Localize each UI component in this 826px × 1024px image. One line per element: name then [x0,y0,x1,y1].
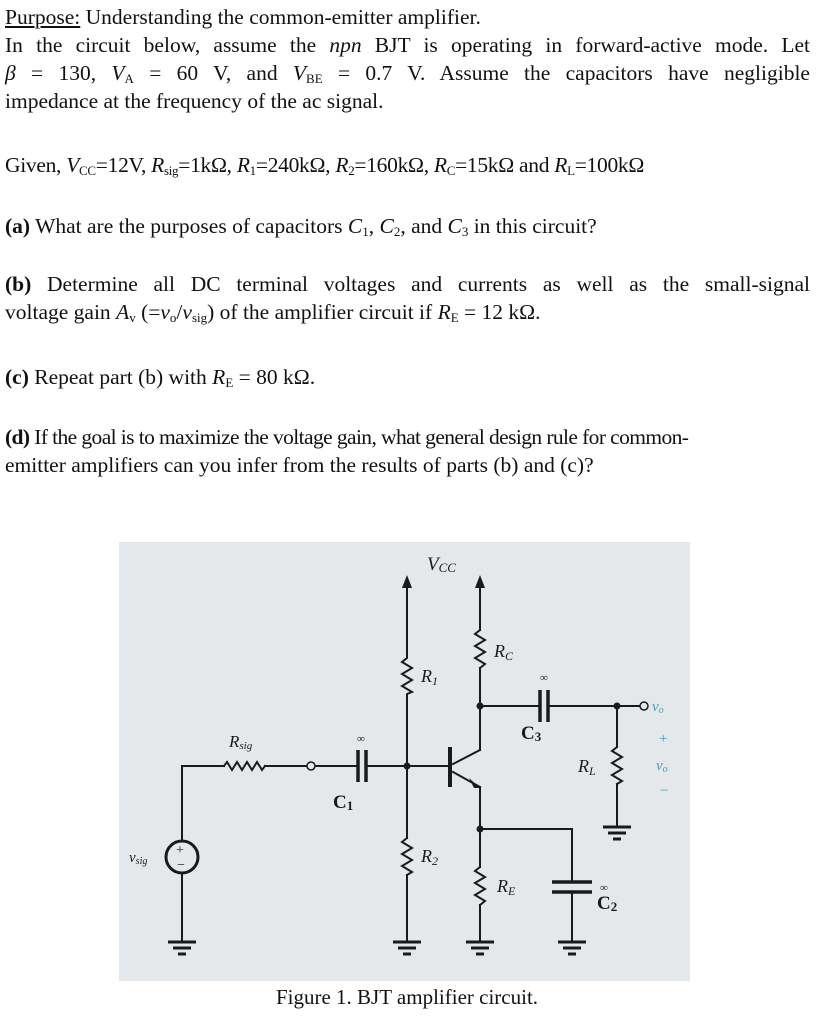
vo-minus-sign: − [660,783,669,799]
re-resistor-icon [475,867,485,905]
question-d-label: (d) [5,425,30,449]
question-a [5,212,810,240]
intro-text: In the circuit below, assume the [5,33,330,57]
param-symbol: R [335,153,349,177]
param-value: =15kΩ and [455,153,555,177]
re-symbol: R [212,365,226,389]
bjt-collector-lead [453,750,480,764]
question-b-label: (b) [5,272,32,296]
param-symbol: R [554,153,568,177]
beta-symbol: β [5,61,16,85]
va-value: = 60 V, and [133,61,293,85]
separator: , [368,214,380,238]
purpose-text: Understanding the common-emitter amplifier. [80,5,481,29]
c2-infinity-label: ∞ [600,882,608,894]
rc-label: RC [494,641,514,663]
vsig-label: vsig [129,850,148,867]
question-a-label: (a) [5,214,31,238]
param-symbol: R [151,153,164,177]
param-subscript: C [446,163,456,178]
vo-terminal-label: vo [652,699,664,716]
vcc-arrow-icon [475,575,485,588]
c1-label: C1 [333,792,354,813]
r2-resistor-icon [402,838,412,875]
re-symbol: R [437,300,451,324]
question-d-line-1 [5,423,810,451]
purpose-line [5,3,810,31]
ground-icon [466,942,494,954]
rsig-label: Rsig [229,732,253,752]
bjt-amplifier-schematic [119,542,690,981]
va-symbol: V [111,61,125,85]
rl-label: RL [578,756,596,778]
given-line [5,151,810,179]
vo-subscript: o [169,310,177,325]
r2-label: R2 [421,846,438,868]
c3-infinity-label: ∞ [540,672,548,684]
source-plus-sign: + [176,843,184,858]
question-text: If the goal is to maximize the voltage gain, what general design rule for common- [29,425,689,449]
output-node-dot [614,703,621,710]
param-value: =240kΩ, [255,153,336,177]
param-value: =160kΩ, [354,153,434,177]
ground-icon [558,942,586,954]
ground-icon [603,827,631,839]
c2-label: C2 [597,893,618,914]
vo-symbol: v [160,300,170,324]
c2-symbol: C [379,214,394,238]
param-subscript: sig [163,163,179,178]
intro-line-2 [5,59,810,87]
c3-symbol: C [447,214,462,238]
emitter-node-dot [477,826,484,833]
param-value: =100kΩ [574,153,645,177]
figure-caption [0,984,826,1010]
vsig-subscript: sig [191,310,208,325]
question-c [5,363,810,391]
vo-plus-sign: + [659,731,668,747]
question-text: = 12 kΩ. [458,300,541,324]
c2-subscript: 2 [393,224,401,239]
c1-symbol: C [347,214,363,238]
vbe-value: = 0.7 V. Assume the capacitors have negligible [322,61,810,85]
vbe-symbol: V [292,61,307,85]
question-text: Repeat part (b) with [28,365,213,389]
av-subscript: v [129,310,136,325]
circuit-figure [119,542,690,981]
param-subscript: L [567,163,575,178]
re-subscript: E [225,375,234,390]
question-text: ) of the amplifier circuit if [207,300,438,324]
base-node-dot [404,763,411,770]
beta-value: = 130, [15,61,112,85]
question-b-line-1 [5,270,810,298]
npn-term: npn [329,33,362,57]
question-text: What are the purposes of capacitors [30,214,348,238]
question-text: = 80 kΩ. [233,365,316,389]
c1-infinity-label: ∞ [357,733,365,745]
question-b-line-2 [5,298,810,326]
question-c-label: (c) [5,365,29,389]
figure-caption-text: Figure 1. BJT amplifier circuit. [275,985,539,1009]
intro-line-1 [5,31,810,59]
rl-resistor-icon [612,747,622,784]
param-value: =12V, [95,153,152,177]
av-symbol: A [116,300,130,324]
intro-text: BJT is operating in forward-active mode. Let [361,33,811,57]
param-symbol: R [236,153,250,177]
c3-label: C3 [521,723,542,744]
vsig-symbol: v [182,300,192,324]
vcc-arrow-icon [402,575,412,588]
param-subscript: 1 [249,163,256,178]
slash: / [176,300,183,324]
c1-subscript: 1 [362,224,369,239]
rc-resistor-icon [475,630,485,668]
c3-subscript: 3 [461,224,469,239]
rsig-resistor-icon [224,762,265,770]
vo-output-label: vo [656,758,668,775]
param-symbol: R [433,153,447,177]
param-subscript: CC [79,163,96,178]
param-symbol: V [66,153,80,177]
question-d-line-2: emitter amplifiers can you infer from the results of parts (b) and (c)? [5,453,594,477]
vbe-subscript: BE [306,71,323,86]
param-value: =1kΩ, [178,153,237,177]
collector-node-dot [477,703,484,710]
separator: , and [400,214,448,238]
r1-label: R1 [421,666,438,688]
purpose-label: Purpose: [5,5,81,29]
intro-line-3: impedance at the frequency of the ac signal. [5,89,384,113]
input-terminal-icon [307,762,315,770]
vcc-label: VCC [427,554,456,575]
question-text: (= [135,300,161,324]
source-minus-sign: − [177,858,185,873]
re-label: RE [497,876,516,898]
given-prefix: Given, [5,153,67,177]
va-subscript: A [124,71,134,86]
r1-resistor-icon [402,655,412,697]
param-subscript: 2 [348,163,355,178]
question-text: voltage gain [5,300,117,324]
question-text: in this circuit? [468,214,597,238]
ground-icon [393,942,421,954]
question-text: Determine all DC terminal voltages and currents as well as the small-signal [31,272,810,296]
re-subscript: E [450,310,459,325]
output-terminal-icon [640,702,648,710]
ground-icon [168,942,196,954]
